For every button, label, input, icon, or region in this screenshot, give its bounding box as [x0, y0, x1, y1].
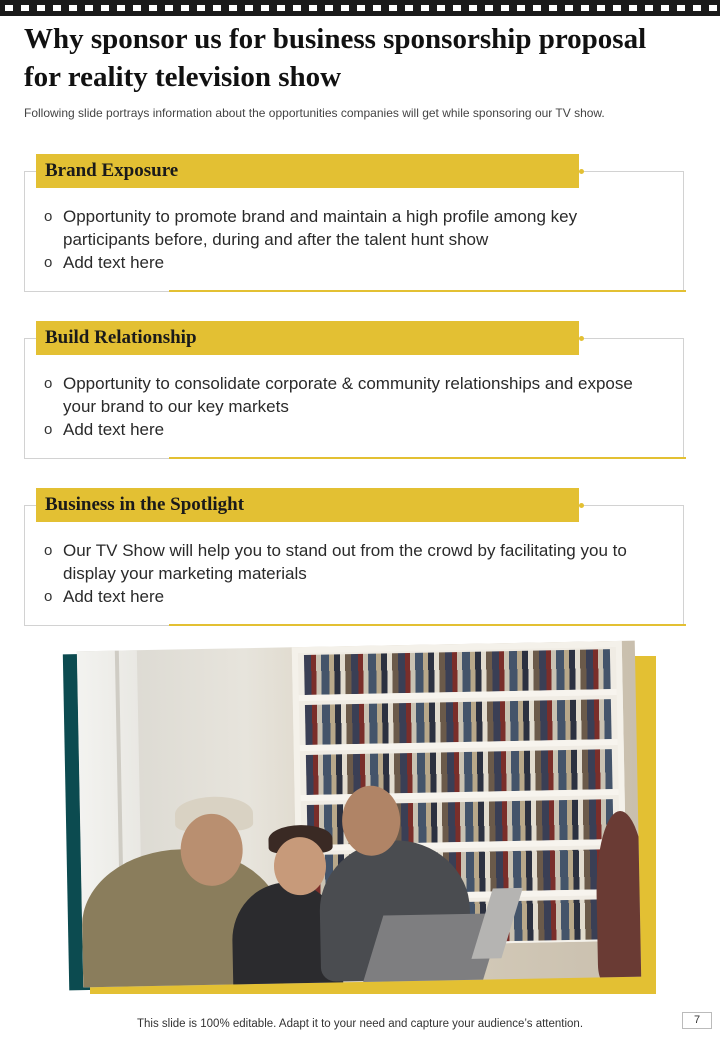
section-heading: Brand Exposure — [36, 154, 579, 188]
bullet-list — [44, 539, 644, 608]
team-photo — [77, 641, 641, 988]
section-heading: Business in the Spotlight — [36, 488, 579, 522]
footer-note: This slide is 100% editable. Adapt it to your need and capture your audience’s attention. — [136, 1018, 584, 1030]
bullet-list — [44, 205, 644, 274]
bullet-item: o Our TV Show will help you to stand out from the crowd by facilitating you to display your marketing materials — [44, 539, 644, 585]
person-right — [595, 811, 641, 982]
bullet-item: o Add text here — [44, 585, 644, 608]
bullet-item: o Opportunity to promote brand and maintain a high profile among key participants before, during and after the talent hunt show — [44, 205, 644, 251]
bullet-item: o Opportunity to consolidate corporate & community relationships and expose your brand to our key markets — [44, 372, 644, 418]
page-number: 7 — [682, 1012, 712, 1029]
card-accent-line — [169, 290, 686, 292]
bullet-item: o Add text here — [44, 418, 644, 441]
card-accent-line — [169, 457, 686, 459]
bullet-list — [44, 372, 644, 441]
bullet-item: o Add text here — [44, 251, 644, 274]
section-heading: Build Relationship — [36, 321, 579, 355]
page-title: Why sponsor us for business sponsorship proposal for reality television show — [24, 23, 647, 93]
photo-frame — [64, 636, 660, 1000]
page-subtitle: Following slide portrays information about the opportunities companies will get while sponsoring our TV show. — [24, 106, 605, 120]
card-accent-line — [169, 624, 686, 626]
filmstrip-border — [0, 0, 720, 16]
